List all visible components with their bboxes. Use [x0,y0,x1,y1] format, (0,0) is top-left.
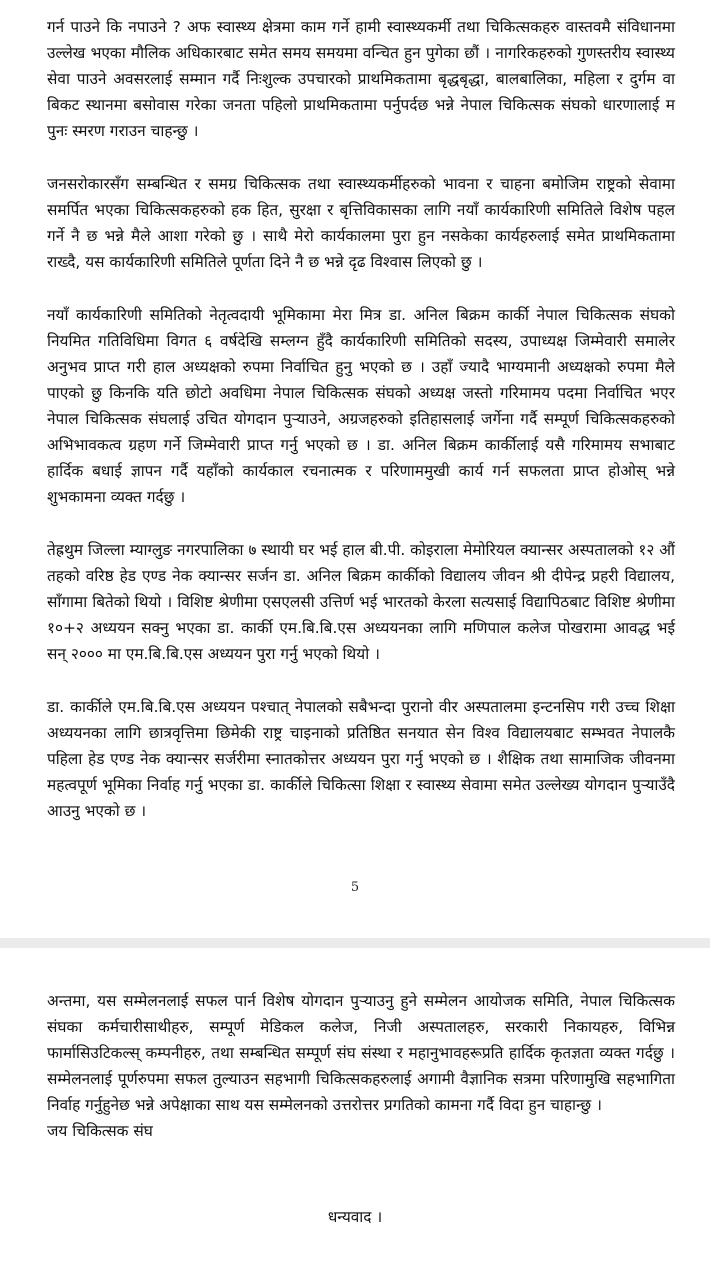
paragraph-higher-studies: डा. कार्कीले एम.बि.बि.एस अध्ययन पश्चात् नेपालको सबैभन्दा पुरानो वीर अस्पतालमा इन्टनसिप गरी उच्च शिक्षा अध्ययनका लागि छात्रवृत्तिमा छिमेकी राष्ट्र चाइनाको प्रतिष्ठित सनयात सेन विश्व विद्यालयबाट सम्भवत नेपालकै पहिला हेड एण्ड नेक क्यान्सर सर्जरीमा स्नातकोत्तर अध्ययन पुरा गर्नु भएको छ । शैक्षिक तथा सामाजिक जीवनमा महत्वपूर्ण भूमिका निर्वाह गर्नु भएका डा. कार्कीले चिकित्सा शिक्षा र स्वास्थ्य सेवामा समेत उल्लेख्य योगदान पुऱ्याउँदै आउनु भएको छ । [47,698,675,820]
page-divider [0,938,710,948]
signoff-slogan: जय चिकित्सक संघ [47,1122,153,1140]
paragraph-closing-gratitude: अन्तमा, यस सम्मेलनलाई सफल पार्न विशेष योगदान पुऱ्याउनु हुने सम्मेलन आयोजक समिति, नेपाल चिकित्सक संघका कर्मचारीसाथीहरु, सम्पूर्ण मेडिकल कलेज, निजी अस्पतालहरु, सरकारी निकायहरु, विभिन्न फार्मासिउटिकल्स् कम्पनीहरु, तथा सम्बन्धित सम्पूर्ण संघ संस्था र महानुभावहरूप्रति हार्दिक कृतज्ञता व्यक्त गर्दछु । सम्मेलनलाई पूर्णरुपमा सफल तुल्याउन सहभागी चिकित्सकहरुलाई अगामी वैज्ञानिक सत्रमा परिणामुखि सहभागिता निर्वाह गर्नुहुनेछ भन्ने अपेक्षाका साथ यस सम्मेलनको उत्तरोत्तर प्रगतिको कामना गर्दै विदा हुन चाहान्छु । [47,992,675,1114]
paragraph-constitutional-rights: गर्न पाउने कि नपाउने ? अफ स्वास्थ्य क्षेत्रमा काम गर्ने हामी स्वास्थ्यकर्मी तथा चिकित्सकहरु वास्तवमै संविधानमा उल्लेख भएका मौलिक अधिकारबाट समेत समय समयमा वन्चित हुन पुगेका छौं । नागरिकहरुको गुणस्तरीय स्वास्थ्य सेवा पाउने अवसरलाई सम्मान गर्दै निःशुल्क उपचारको प्राथमिकतामा बृद्धबृद्धा, बालबालिका, महिला र दुर्गम वा बिकट स्थानमा बसोवास गरेका जनता पहिलो प्राथमिकतामा पर्नुपर्दछ भन्ने नेपाल चिकित्सक संघको धारणालाई म पुनः स्मरण गराउन चाहन्छु । [47,18,675,140]
thank-you-line: धन्यवाद । [327,1208,383,1226]
paragraph-new-president: नयाँ कार्यकारिणी समितिको नेतृत्वदायी भूमिकामा मेरा मित्र डा. अनिल बिक्रम कार्की नेपाल चिकित्सक संघको नियमित गतिविधिमा विगत ६ वर्षदेखि सम्लग्न हुँदै कार्यकारिणी समितिको सदस्य, उपाध्यक्ष जिम्मेवारी समालेर अनुभव प्राप्त गरी हाल अध्यक्षको रुपमा निर्वाचित हुनु भएको छ । उहाँ ज्यादै भाग्यमानी अध्यक्षको रुपमा मैले पाएको छु किनकि यति छोटो अवधिमा नेपाल चिकित्सक संघको अध्यक्ष जस्तो गरिमामय पदमा निर्वाचित भएर नेपाल चिकित्सक संघलाई उचित योगदान पुऱ्याउने, अग्रजहरुको इतिहासलाई जर्गेना गर्दै सम्पूर्ण चिकित्सकहरुको अभिभावकत्व ग्रहण गर्ने जिम्मेवारी प्राप्त गर्नु भएको छ । डा. अनिल बिक्रम कार्कीलाई यसै गरिमामय सभाबाट हार्दिक बधाई ज्ञापन गर्दै यहाँको कार्यकाल रचनात्मक र परिणाममुखी कार्य गर्न सफलता प्राप्त होओस् भन्ने शुभकामना व्यक्त गर्दछु । [47,306,675,506]
paragraph-committee-expectations: जनसरोकारसँग सम्बन्धित र समग्र चिकित्सक तथा स्वास्थ्यकर्मीहरुको भावना र चाहना बमोजिम राष्ट्रको सेवामा समर्पित भएका चिकित्सकहरुको हक हित, सुरक्षा र बृत्तिविकासका लागि नयाँ कार्यकारिणी समितिले विशेष पहल गर्ने नै छ भन्ने मैले आशा गरेको छु । साथै मेरो कार्यकालमा पुरा हुन नसकेका कार्यहरुलाई समेत प्राथमिकतामा राख्दै, यस कार्यकारिणी समितिले पूर्णता दिने नै छ भन्ने दृढ विश्वास लिएको छु । [47,175,675,271]
document-page-6 [0,948,710,1268]
page-number: 5 [350,880,360,895]
page-body [47,988,675,1144]
page-body [47,14,675,851]
paragraph-education-background: तेह्रथुम जिल्ला म्याग्लुङ नगरपालिका ७ स्थायी घर भई हाल बी.पी. कोइराला मेमोरियल क्यान्सर अस्पतालको १२ औं तहको वरिष्ठ हेड एण्ड नेक क्यान्सर सर्जन डा. अनिल बिक्रम कार्कीको विद्यालय जीवन श्री दीपेन्द्र प्रहरी विद्यालय, साँगामा बितेको थियो । विशिष्ट श्रेणीमा एसएलसी उत्तिर्ण भई भारतको केरला सत्यसाई विद्यापिठबाट विशिष्ट श्रेणीमा १०+२ अध्ययन सक्नु भएका डा. कार्की एम.बि.बि.एस अध्ययनका लागि मणिपाल कलेज पोखरामा आवद्ध भई सन् २००० मा एम.बि.बि.एस अध्ययन पुरा गर्नु भएको थियो । [47,541,675,663]
